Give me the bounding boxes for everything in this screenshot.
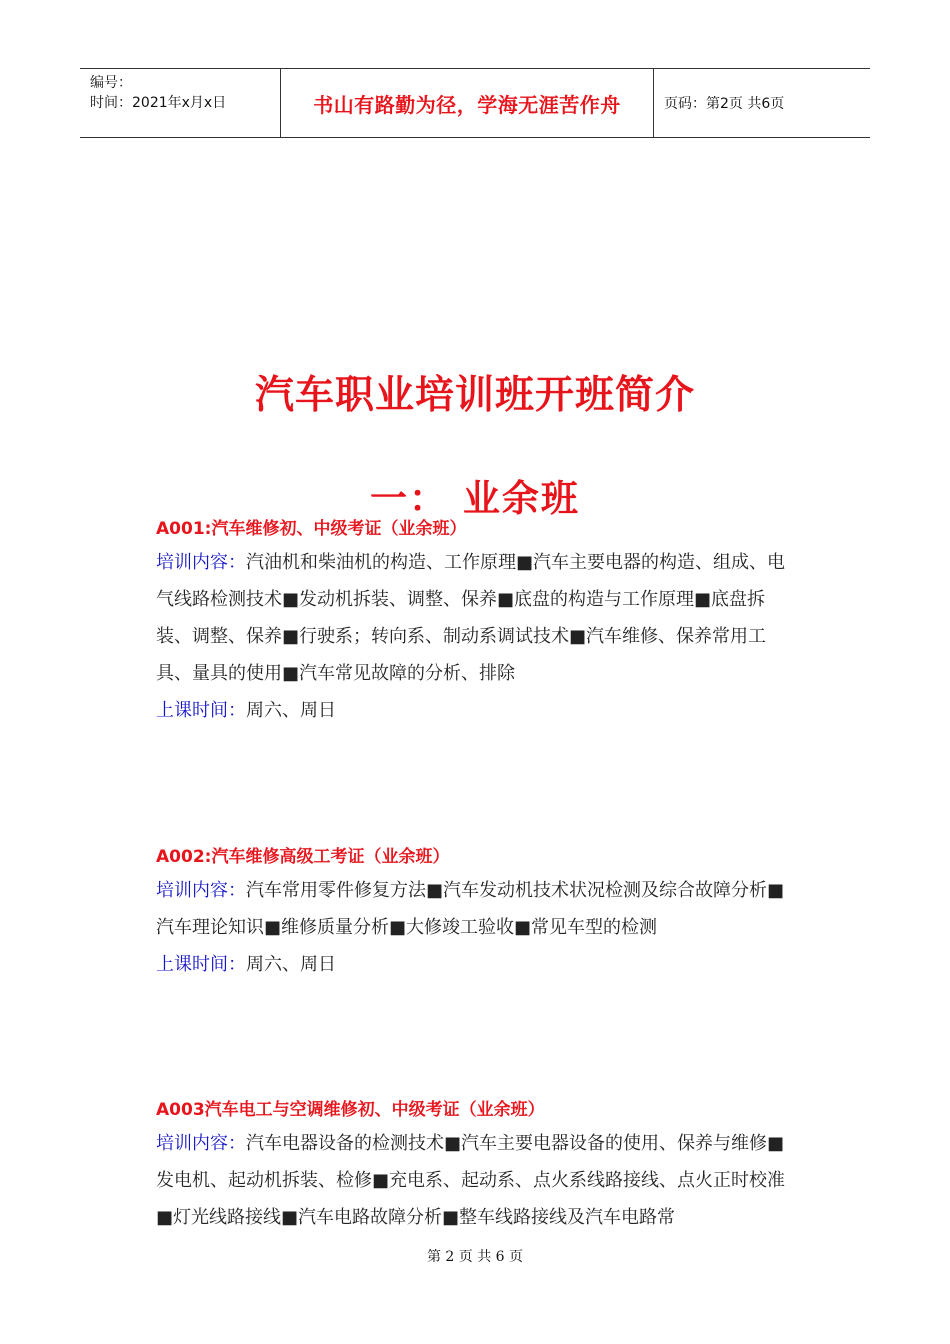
section-title: 一： 业余班 <box>370 476 580 520</box>
course-block <box>156 842 796 983</box>
content-text: 汽车常用零件修复方法■汽车发动机技术状况检测及综合故障分析■汽车理论知识■维修质量分析■大修竣工验收■常见车型的检测 <box>156 880 785 938</box>
content-label: 培训内容： <box>156 1133 246 1154</box>
course-title: A001:汽车维修初、中级考证（业余班） <box>156 519 467 539</box>
course-block <box>156 1095 796 1236</box>
page-header <box>80 68 870 138</box>
schedule-label: 上课时间： <box>156 954 246 975</box>
header-meta <box>80 69 281 137</box>
content-text: 汽油机和柴油机的构造、工作原理■汽车主要电器的构造、组成、电气线路检测技术■发动机拆装、调整、保养■底盘的构造与工作原理■底盘拆装、调整、保养■行驶系；转向系、制动系调试技术■汽车维修、保养常用工具、量具的使用■汽车常见故障的分析、排除 <box>156 552 786 684</box>
schedule-text: 周六、周日 <box>246 700 336 721</box>
course-content <box>156 544 796 692</box>
content-label: 培训内容： <box>156 880 246 901</box>
document-number-label: 编号： <box>90 75 132 91</box>
course-schedule <box>156 946 796 983</box>
page-footer: 第 2 页 共 6 页 <box>426 1249 524 1265</box>
schedule-text: 周六、周日 <box>246 954 336 975</box>
course-title: A003汽车电工与空调维修初、中级考证（业余班） <box>156 1100 545 1120</box>
course-title: A002:汽车维修高级工考证（业余班） <box>156 847 450 867</box>
header-motto: 书山有路勤为径，学海无涯苦作舟 <box>281 69 654 137</box>
content-text: 汽车电器设备的检测技术■汽车主要电器设备的使用、保养与维修■发电机、起动机拆装、检修■充电系、起动系、点火系线路接线、点火正时校准■灯光线路接线■汽车电路故障分析■整车线路接线及汽车电路常 <box>156 1133 786 1228</box>
course-schedule <box>156 692 796 729</box>
schedule-label: 上课时间： <box>156 700 246 721</box>
document-time: 时间：2021年x月x日 <box>90 95 227 111</box>
document-title: 汽车职业培训班开班简介 <box>254 372 695 418</box>
course-block <box>156 514 796 729</box>
content-label: 培训内容： <box>156 552 246 573</box>
course-content <box>156 1125 796 1236</box>
header-page-info: 页码：第2页 共6页 <box>664 96 785 112</box>
course-content <box>156 872 796 946</box>
